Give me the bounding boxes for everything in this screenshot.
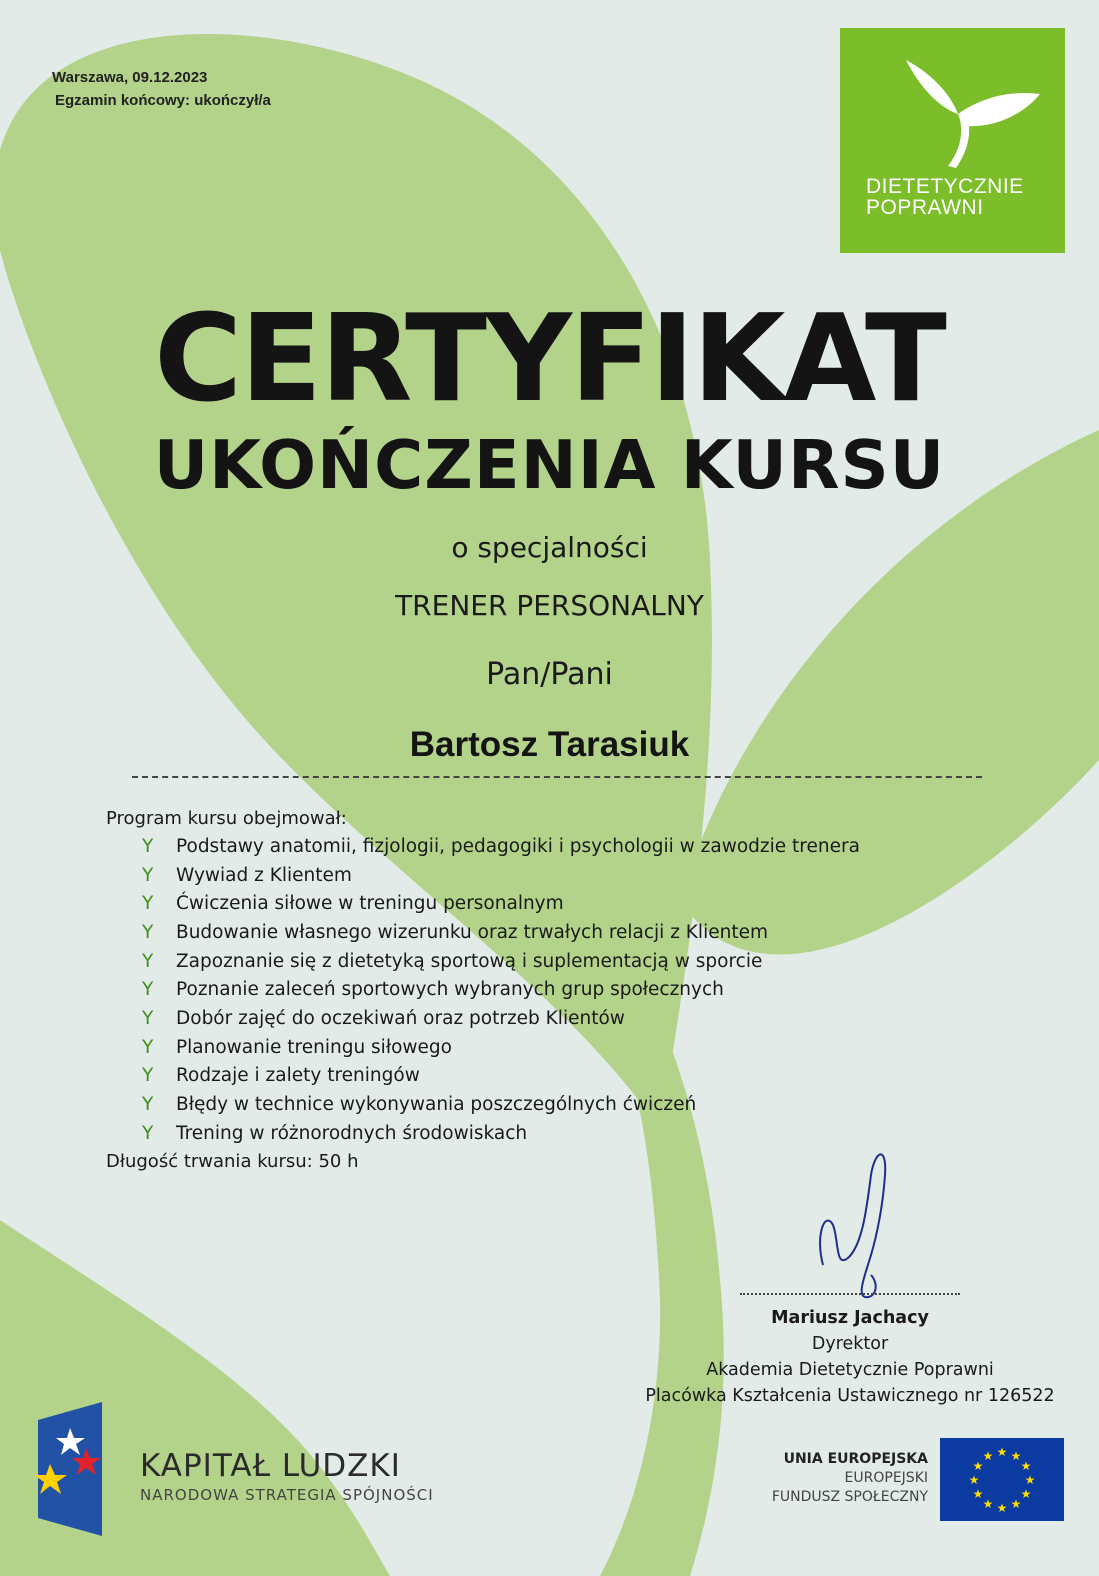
header-info (52, 66, 271, 112)
specialty-label-text: o specjalności (451, 531, 648, 564)
signer-name: Mariusz Jachacy (771, 1308, 929, 1328)
sprout-bullet-icon: Y (142, 864, 154, 886)
eu-flag (940, 1438, 1064, 1521)
list-item (142, 832, 860, 861)
logo-line-1: DIETETYCZNIE (866, 175, 1024, 198)
svg-text:★: ★ (1024, 1473, 1036, 1487)
list-item (142, 918, 860, 947)
svg-text:★: ★ (1020, 1487, 1032, 1501)
sprout-bullet-icon: Y (142, 1036, 154, 1058)
place-date: Warszawa, 09.12.2023 (52, 69, 208, 86)
list-item-label: Rodzaje i zalety treningów (176, 1065, 420, 1087)
list-item (142, 861, 860, 890)
certificate-subtitle: UKOŃCZENIA KURSU (153, 426, 946, 504)
sprout-bullet-icon: Y (142, 921, 154, 943)
signer-role: Dyrektor (811, 1334, 889, 1354)
list-item (142, 1004, 860, 1033)
program-list (142, 832, 860, 1148)
svg-text:★: ★ (1010, 1449, 1022, 1463)
svg-text:★: ★ (982, 1449, 994, 1463)
certificate-title: CERTYFIKAT (154, 290, 945, 429)
signer-block (640, 1305, 1060, 1409)
signature-line (740, 1293, 960, 1295)
svg-text:★: ★ (996, 1501, 1008, 1515)
svg-text:★: ★ (972, 1487, 984, 1501)
svg-text:★: ★ (996, 1445, 1008, 1459)
divider-line (132, 776, 982, 778)
sprout-bullet-icon: Y (142, 1122, 154, 1144)
list-item-label: Poznanie zaleceń sportowych wybranych grup społecznych (176, 979, 724, 1001)
eu-text (700, 1450, 928, 1507)
eu-line-3: FUNDUSZ SPOŁECZNY (771, 1489, 928, 1505)
signer-institution: Akademia Dietetycznie Poprawni (706, 1360, 994, 1380)
kl-subtitle: NARODOWA STRATEGIA SPÓJNOŚCI (140, 1486, 434, 1504)
logo-line-2: POPRAWNI (866, 196, 984, 219)
list-item-label: Planowanie treningu siłowego (176, 1036, 452, 1058)
list-item (142, 889, 860, 918)
recipient-name: Bartosz Tarasiuk (409, 725, 690, 764)
logo-text (866, 176, 1024, 218)
sprout-bullet-icon: Y (142, 1065, 154, 1087)
kapital-ludzki-logo (26, 1402, 106, 1538)
kl-title: KAPITAŁ LUDZKI (140, 1448, 401, 1484)
list-item-label: Zapoznanie się z dietetyką sportową i suplementacją w sporcie (176, 950, 763, 972)
eu-line-2: EUROPEJSKI (844, 1470, 928, 1486)
list-item-label: Dobór zajęć do oczekiwań oraz potrzeb Klientów (176, 1007, 625, 1029)
eu-stars-icon (940, 1438, 1064, 1521)
svg-text:★: ★ (968, 1473, 980, 1487)
svg-text:★: ★ (982, 1497, 994, 1511)
specialty-label (0, 530, 1099, 566)
specialty: TRENER PERSONALNY (395, 589, 704, 622)
list-item (142, 1062, 860, 1091)
program-heading: Program kursu obejmował: (106, 808, 347, 829)
sprout-icon (840, 28, 1065, 178)
sprout-bullet-icon: Y (142, 979, 154, 1001)
list-item (142, 975, 860, 1004)
svg-text:★: ★ (1010, 1497, 1022, 1511)
signer-facility: Placówka Kształcenia Ustawicznego nr 126522 (645, 1386, 1055, 1406)
list-item (142, 1119, 860, 1148)
handwritten-signature (805, 1145, 895, 1305)
course-duration: Długość trwania kursu: 50 h (106, 1151, 359, 1172)
list-item-label: Budowanie własnego wizerunku oraz trwałych relacji z Klientem (176, 921, 768, 943)
eu-line-1: UNIA EUROPEJSKA (783, 1451, 928, 1467)
list-item-label: Błędy w technice wykonywania poszczególnych ćwiczeń (176, 1094, 697, 1116)
sprout-bullet-icon: Y (142, 1094, 154, 1116)
sprout-bullet-icon: Y (142, 835, 154, 857)
brand-logo (840, 28, 1065, 253)
list-item (142, 947, 860, 976)
list-item (142, 1033, 860, 1062)
salutation: Pan/Pani (486, 657, 613, 692)
exam-status: Egzamin końcowy: ukończył/a (55, 92, 271, 109)
sprout-bullet-icon: Y (142, 1007, 154, 1029)
list-item-label: Podstawy anatomii, fizjologii, pedagogiki i psychologii w zawodzie trenera (176, 835, 860, 857)
list-item-label: Ćwiczenia siłowe w treningu personalnym (176, 893, 564, 915)
list-item-label: Trening w różnorodnych środowiskach (176, 1122, 528, 1144)
svg-text:★: ★ (972, 1459, 984, 1473)
kapital-ludzki-text (140, 1448, 434, 1506)
list-item-label: Wywiad z Klientem (176, 864, 352, 886)
sprout-bullet-icon: Y (142, 950, 154, 972)
sprout-bullet-icon: Y (142, 893, 154, 915)
list-item (142, 1090, 860, 1119)
svg-text:★: ★ (1020, 1459, 1032, 1473)
